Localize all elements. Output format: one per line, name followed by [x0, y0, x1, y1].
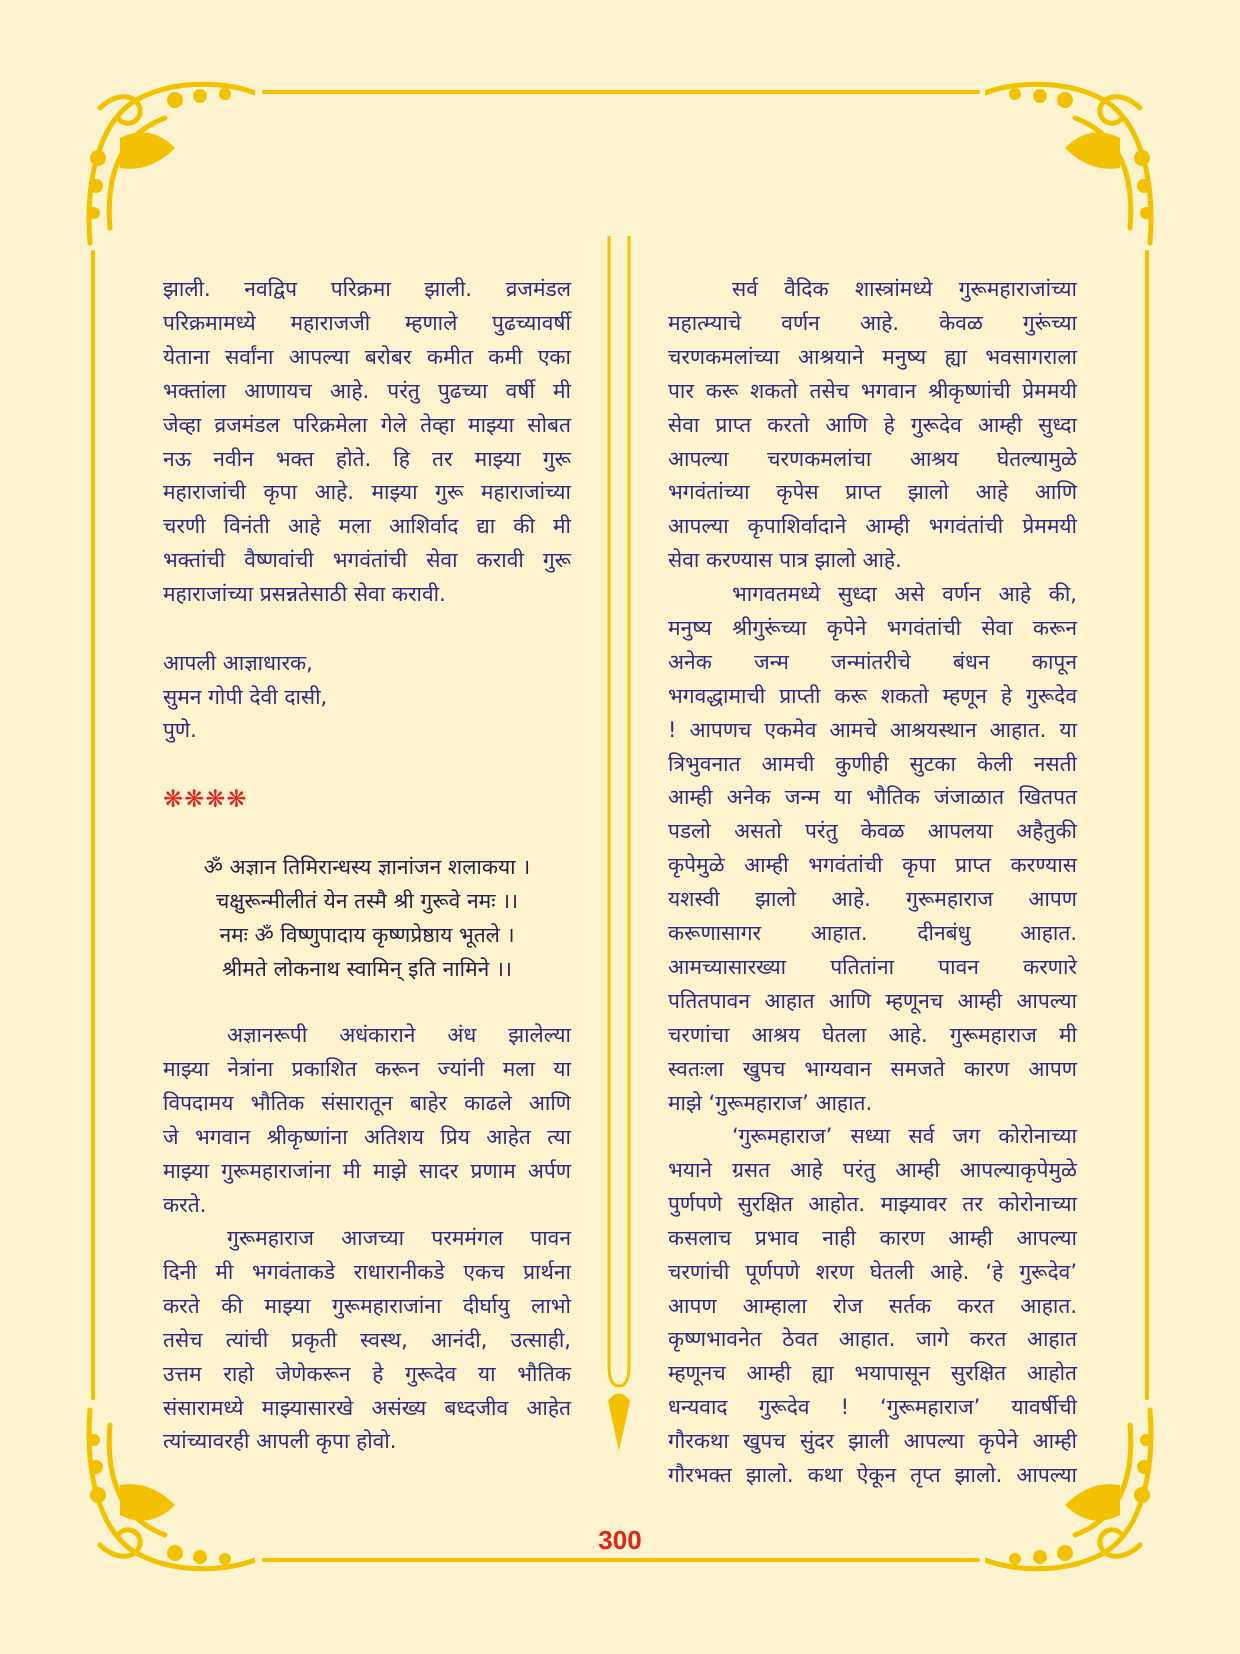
text-line: आम्ही अनेक जन्म या भौतिक जंजाळात खितपत — [668, 785, 1077, 810]
text-line: अनेक जन्म जन्मांतरीचे बंधन कापून — [668, 649, 1077, 674]
text-line: धन्यवाद गुरूदेव ! ‘गुरूमहाराज’ यावर्षीची — [668, 1395, 1077, 1420]
text-line: विपदामय भौतिक संसारातून बाहेर काढले आणि — [163, 1090, 571, 1115]
text-line: भगवंतांच्या कृपेस प्राप्त झालो आहे आणि — [668, 480, 1077, 505]
text-line: आमच्यासारख्या पतितांना पावन करणारे — [668, 954, 1077, 979]
text-line: पतितपावन आहात आणि म्हणूनच आम्ही आपल्या — [668, 988, 1077, 1013]
frame-bottom-line — [262, 1558, 980, 1562]
signature-closing: आपली आज्ञाधारक, — [163, 651, 313, 675]
text-line: भयाने ग्रसत आहे परंतु आम्ही आपल्याकृपेमुळे — [668, 1157, 1077, 1182]
text-line: गौरभक्त झालो. कथा ऐकून तृप्त झालो. आपल्या — [668, 1463, 1077, 1488]
text-line: कसलाच प्रभाव नाही कारण आम्ही आपल्या — [668, 1225, 1077, 1250]
text-line: माझ्या नेत्रांना प्रकाशित करून ज्यांनी मला या — [163, 1056, 571, 1081]
text-line: सर्व वैदिक शास्त्रांमध्ये गुरूमहाराजांच्या — [732, 277, 1077, 301]
frame-top-line — [262, 90, 980, 94]
text-line: चरणांची पूर्णपणे शरण घेतली आहे. ‘हे गुरूदेव’ — [668, 1259, 1077, 1284]
text-line: महाराजांची कृपा आहे. माझ्या गुरू महाराजांच्या — [163, 480, 571, 505]
text-line: मनुष्य श्रीगुरूंच्या कृपेने भगवंतांची सेवा करून — [668, 615, 1077, 640]
text-line: उत्तम राहो जेणेकरून हे गुरूदेव या भौतिक — [163, 1361, 571, 1386]
text-line: भक्तांची वैष्णवांची भगवंतांची सेवा करावी गुरू — [163, 548, 571, 573]
column-divider — [604, 236, 634, 1456]
shloka-verse — [163, 850, 571, 986]
left-paragraph-3 — [163, 1222, 571, 1459]
right-paragraph-1 — [668, 273, 1077, 578]
text-line: यशस्वी झालो आहे. गुरूमहाराज आपण — [668, 887, 1077, 912]
text-line: स्वतःला खुपच भाग्यवान समजते कारण आपण — [668, 1056, 1077, 1081]
text-line: जेव्हा व्रजमंडल परिक्रमेला गेले तेव्हा माझ्या सोबत — [163, 412, 571, 437]
left-paragraph-2 — [163, 1019, 571, 1222]
text-line: ‘गुरूमहाराज’ सध्या सर्व जग कोरोनाच्या — [732, 1124, 1077, 1148]
page-number: 300 — [598, 1525, 642, 1555]
text-line: म्हणूनच आम्ही ह्या भयापासून सुरक्षित आहोत — [668, 1361, 1077, 1386]
text-line: पडलो असतो परंतु केवळ आपलया अहैतुकी — [668, 819, 1077, 844]
signature-block — [163, 647, 327, 748]
text-line: झाली. नवद्विप परिक्रमा झाली. व्रजमंडल — [163, 277, 571, 301]
text-line: दिनी मी भगवंताकडे राधारानीकडे एकच प्रार्थना — [163, 1259, 571, 1284]
text-line: पार करू शकतो तसेच भगवान श्रीकृष्णांची प्रेममयी — [668, 378, 1077, 403]
corner-ornament-top-left — [80, 78, 255, 253]
text-line: अज्ञानरूपी अधंकाराने अंध झालेल्या — [227, 1023, 571, 1047]
text-line: करते की माझ्या गुरूमहाराजांना दीर्घायु लाभो — [163, 1293, 571, 1318]
text-line: आपल्या कृपाशिर्वादाने आम्ही भगवंतांची प्रेममयी — [668, 514, 1077, 539]
text-line: ! आपणच एकमेव आमचे आश्रयस्थान आहात. या — [668, 717, 1077, 742]
text-line: सेवा प्राप्त करतो आणि हे गुरूदेव आम्ही सुध्दा — [668, 412, 1077, 437]
shloka-line: नमः ॐ विष्णुपादाय कृष्णप्रेष्ठाय भूतले । — [219, 923, 515, 947]
shloka-line: चक्षुरून्मीलीतं येन तस्मै श्री गुरूवे नमः ।। — [215, 889, 519, 913]
text-line: कृपेमुळे आम्ही भगवंतांची कृपा प्राप्त करण्यास — [668, 853, 1077, 878]
text-line: चरणी विनंती आहे मला आशिर्वाद द्या की मी — [163, 514, 571, 539]
frame-right-line — [1145, 250, 1149, 1400]
text-line: सेवा करण्यास पात्र झालो आहे. — [668, 548, 902, 573]
text-line: माझ्या गुरूमहाराजांना मी माझे सादर प्रणाम अर्पण — [163, 1158, 571, 1183]
shloka-line: श्रीमते लोकनाथ स्वामिन् इति नामिने ।। — [222, 957, 512, 981]
right-paragraph-2 — [668, 578, 1077, 1121]
text-line: भक्तांला आणायच आहे. परंतु पुढच्या वर्षी मी — [163, 378, 571, 403]
corner-ornament-top-right — [985, 78, 1160, 253]
left-paragraph-1 — [163, 273, 571, 612]
signature-name: सुमन गोपी देवी दासी, — [163, 684, 328, 709]
text-line: गुरूमहाराज आजच्या परममंगल पावन — [227, 1226, 571, 1250]
signature-city: पुणे. — [163, 718, 197, 742]
text-line: आपण आम्हाला रोज सर्तक करत आहात. — [668, 1293, 1077, 1318]
text-line: चरणकमलांच्या आश्रयाने मनुष्य ह्या भवसागराला — [668, 344, 1077, 369]
text-line: महाराजांच्या प्रसन्नतेसाठी सेवा करावी. — [163, 582, 446, 607]
text-line: पुर्णपणे सुरक्षित आहोत. माझ्यावर तर कोरोनाच्या — [668, 1191, 1077, 1216]
text-line: जे भगवान श्रीकृष्णांना अतिशय प्रिय आहेत त्या — [163, 1124, 571, 1149]
text-line: करते. — [163, 1192, 207, 1217]
text-line: नऊ नवीन भक्त होते. हि तर माझ्या गुरू — [163, 446, 571, 471]
frame-left-line — [91, 250, 95, 1400]
text-line: माझे ‘गुरूमहाराज’ आहात. — [668, 1090, 873, 1115]
text-line: त्यांच्यावरही आपली कृपा होवो. — [163, 1429, 397, 1454]
text-line: तसेच त्यांची प्रकृती स्वस्थ, आनंदी, उत्साही, — [163, 1327, 571, 1352]
text-line: भागवतमध्ये सुध्दा असे वर्णन आहे की, — [732, 582, 1077, 606]
shloka-line: ॐ अज्ञान तिमिरान्धस्य ज्ञानांजन शलाकया । — [203, 855, 531, 879]
text-line: महात्म्याचे वर्णन आहे. केवळ गुरूंच्या — [668, 310, 1077, 335]
text-line: आपल्या चरणकमलांचा आश्रय घेतल्यामुळे — [668, 446, 1077, 471]
text-line: परिक्रमामध्ये महाराजजी म्हणाले पुढच्यावर्षी — [163, 310, 571, 335]
text-line: कृष्णभावनेत ठेवत आहात. जागे करत आहात — [668, 1327, 1077, 1352]
right-paragraph-3 — [668, 1120, 1077, 1493]
text-line: त्रिभुवनात आमची कुणीही सुटका केली नसती — [668, 751, 1077, 776]
text-line: भगवद्धामाची प्राप्ती करू शकतो म्हणून हे गुरूदेव — [668, 683, 1077, 708]
text-line: गौरकथा खुपच सुंदर झाली आपल्या कृपेने आम्ही — [668, 1429, 1077, 1454]
text-line: चरणांचा आश्रय घेतला आहे. गुरूमहाराज मी — [668, 1022, 1077, 1047]
text-line: येताना सर्वांना आपल्या बरोबर कमीत कमी एका — [163, 344, 571, 369]
text-line: करूणासागर आहात. दीनबंधु आहात. — [668, 921, 1077, 946]
text-line: संसारामध्ये माझ्यासारखे असंख्य बध्दजीव आहेत — [163, 1395, 571, 1420]
section-separator: ❋❋❋❋ — [163, 785, 248, 813]
